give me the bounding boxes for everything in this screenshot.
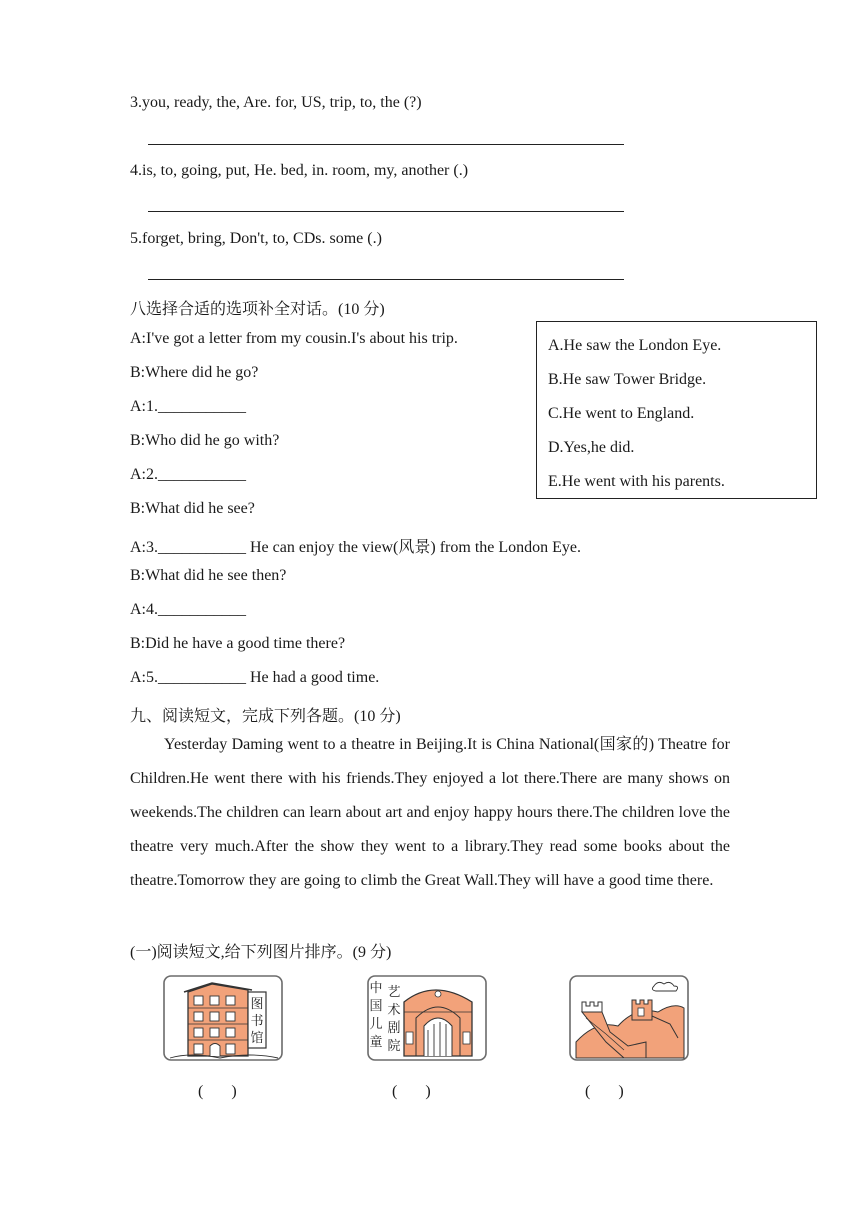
library-sign-char-2: 书 — [250, 1014, 264, 1029]
answer-line-4 — [148, 211, 624, 212]
dialogue-line: A:5.___________ He had a good time. — [130, 669, 380, 686]
option-c: C.He went to England. — [548, 405, 695, 422]
theatre-sign-left-2: 国 — [369, 999, 383, 1014]
library-illustration — [160, 972, 286, 1064]
dialogue-line: A:2.___________ — [130, 466, 246, 483]
dialogue-line: B:Who did he go with? — [130, 432, 280, 449]
reading-passage — [130, 728, 730, 898]
theatre-sign-right-4: 院 — [387, 1039, 401, 1054]
library-sign-char-1: 图 — [250, 997, 264, 1012]
dialogue-line: B:Did he have a good time there? — [130, 635, 346, 652]
section-8-heading: 八选择合适的选项补全对话。(10 分) — [130, 301, 385, 318]
option-a: A.He saw the London Eye. — [548, 337, 722, 354]
answer-blank-1[interactable]: ( ) — [198, 1083, 237, 1100]
reading-passage-text: Yesterday Daming went to a theatre in Beijing.It is China National(国家的) Theatre for Children.He went there with his friends.They enjoyed a lot there.There are many shows on weekends.The children can learn about art and enjoy happy hours there.The children love the theatre very much.After the show they went to a library.They read some books about the theatre.Tomorrow they are going to climb the Great Wall.They will have a good time there. — [130, 736, 730, 889]
option-b: B.He saw Tower Bridge. — [548, 371, 707, 388]
question-4-text: 4.is, to, going, put, He. bed, in. room, my, another (.) — [130, 162, 469, 179]
answer-blank-3[interactable]: ( ) — [585, 1083, 624, 1100]
subsection-1-heading: (一)阅读短文,给下列图片排序。(9 分) — [130, 944, 392, 961]
section-9-heading: 九、阅读短文，完成下列各题。(10 分) — [130, 708, 401, 725]
dialogue-line: B:Where did he go? — [130, 364, 259, 381]
dialogue-line: B:What did he see? — [130, 500, 255, 517]
dialogue-line: A:3.___________ He can enjoy the view(风景) from the London Eye. — [130, 539, 582, 556]
option-e: E.He went with his parents. — [548, 473, 725, 490]
theatre-sign-left-4: 童 — [369, 1035, 383, 1050]
theatre-sign-left-1: 中 — [369, 981, 383, 996]
question-5-text: 5.forget, bring, Don't, to, CDs. some (.) — [130, 230, 382, 247]
dialogue-line: A:4.___________ — [130, 601, 246, 618]
options-box — [536, 321, 817, 499]
theatre-illustration — [364, 972, 490, 1064]
library-sign-char-3: 馆 — [250, 1031, 264, 1046]
dialogue-line: A:I've got a letter from my cousin.I's about his trip. — [130, 330, 458, 347]
question-3-text: 3.you, ready, the, Are. for, US, trip, to, the (?) — [130, 94, 422, 111]
option-d: D.Yes,he did. — [548, 439, 635, 456]
answer-blank-2[interactable]: ( ) — [392, 1083, 431, 1100]
answer-line-3 — [148, 144, 624, 145]
theatre-sign-right-3: 剧 — [387, 1021, 401, 1036]
theatre-sign-left-3: 儿 — [369, 1017, 383, 1032]
theatre-sign-right-1: 艺 — [387, 985, 401, 1000]
theatre-sign-right-2: 术 — [387, 1003, 401, 1018]
dialogue-line: B:What did he see then? — [130, 567, 287, 584]
great-wall-illustration — [566, 972, 692, 1064]
answer-line-5 — [148, 279, 624, 280]
dialogue-line: A:1.___________ — [130, 398, 246, 415]
